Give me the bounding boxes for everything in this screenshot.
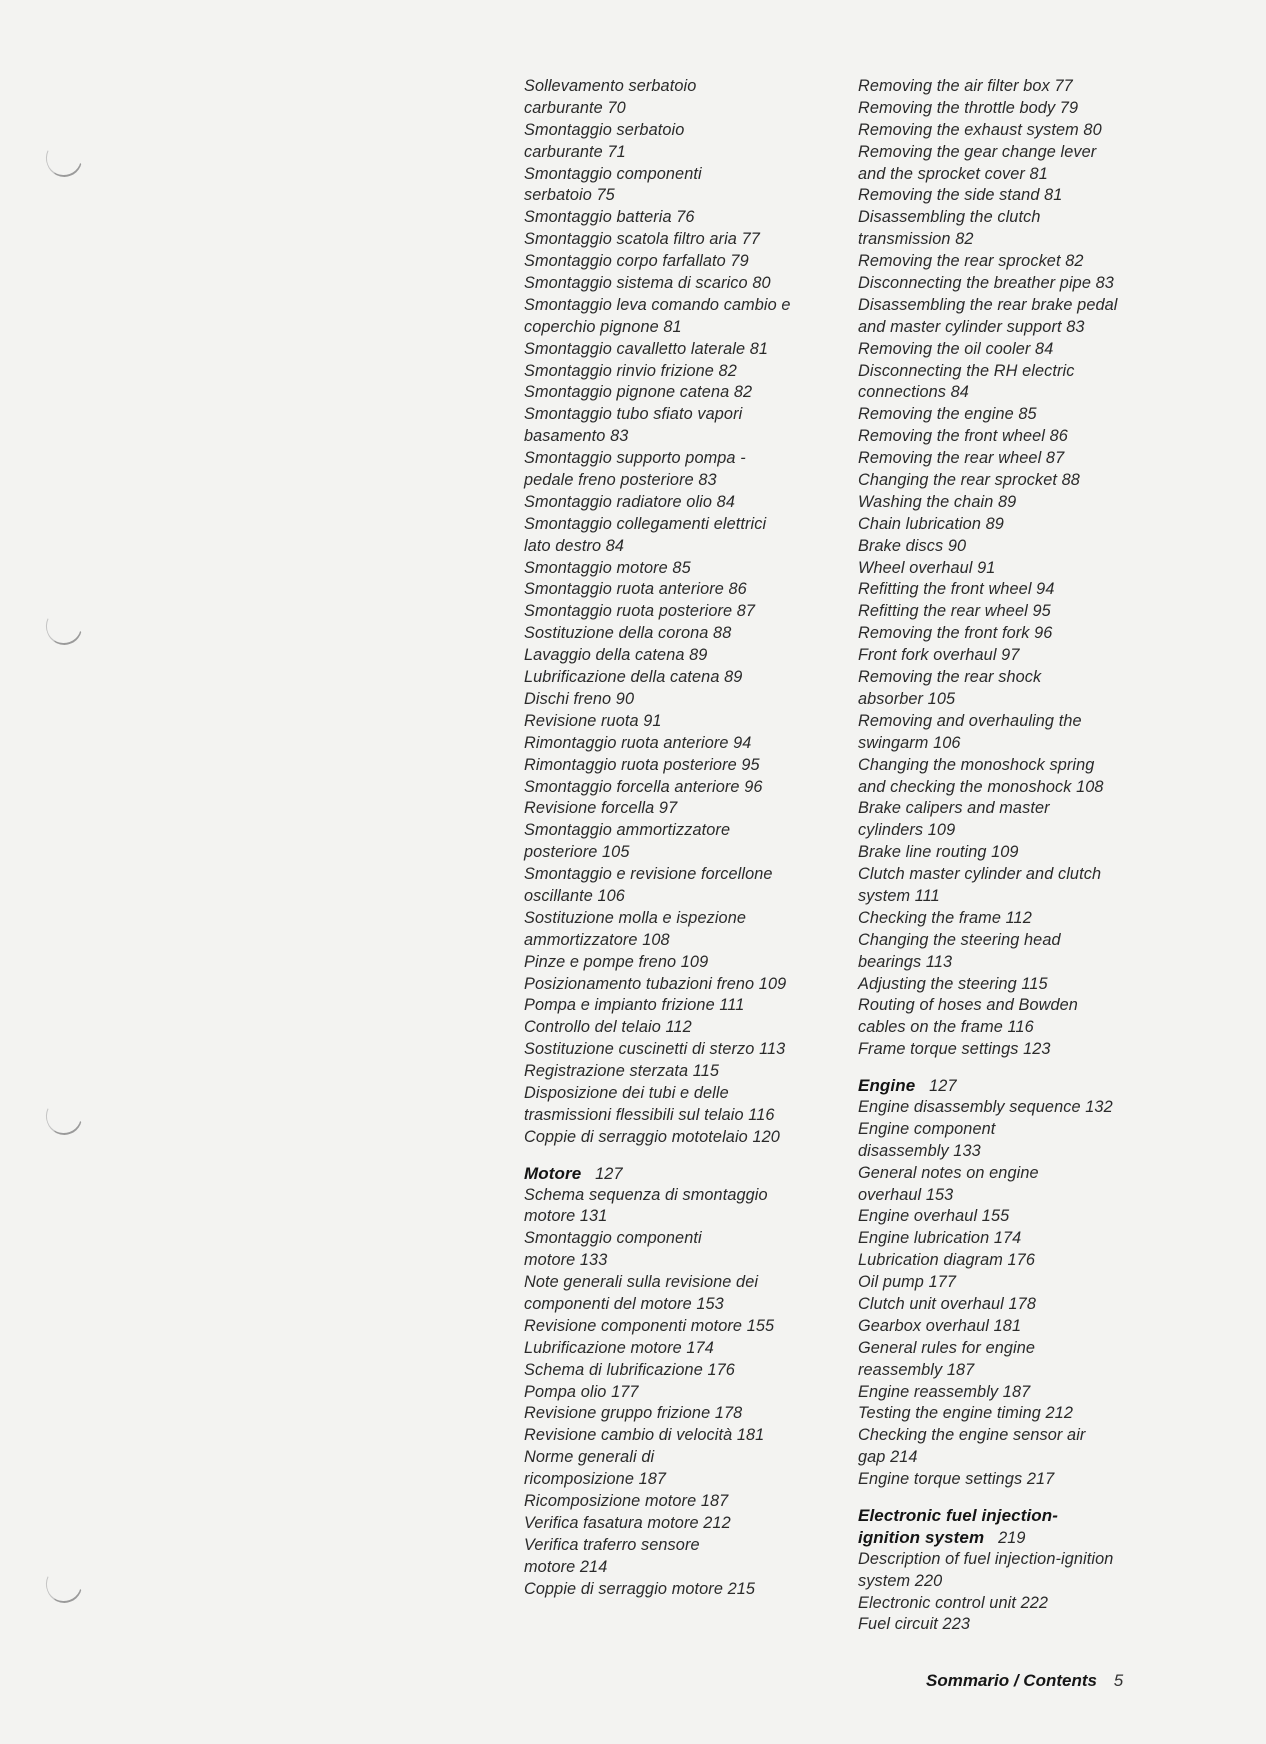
toc-entry: Pompa e impianto frizione 111 — [524, 996, 745, 1015]
toc-entry: General rules for engine — [858, 1338, 1036, 1357]
toc-entry: Schema sequenza di smontaggio — [524, 1185, 768, 1204]
toc-entry: swingarm 106 — [858, 733, 961, 752]
toc-entry: oscillante 106 — [524, 886, 625, 905]
toc-entry: Refitting the rear wheel 95 — [858, 602, 1051, 621]
toc-list-efi — [858, 1549, 1188, 1637]
toc-entry: trasmissioni flessibili sul telaio 116 — [524, 1105, 775, 1124]
toc-entry: Disposizione dei tubi e delle — [524, 1083, 729, 1102]
toc-entry: motore 131 — [524, 1207, 608, 1226]
section-heading-engine — [858, 1075, 1188, 1097]
toc-entry: Engine reassembly 187 — [858, 1382, 1031, 1401]
toc-entry: Checking the engine sensor air — [858, 1426, 1086, 1445]
toc-entry: lato destro 84 — [524, 536, 625, 555]
toc-entry: ammortizzatore 108 — [524, 930, 670, 949]
toc-entry: Pinze e pompe freno 109 — [524, 952, 709, 971]
section-title: Motore — [524, 1163, 582, 1183]
toc-entry: Controllo del telaio 112 — [524, 1018, 692, 1037]
toc-entry: Removing the rear wheel 87 — [858, 449, 1065, 468]
toc-entry: Norme generali di — [524, 1448, 655, 1467]
toc-entry: Rimontaggio ruota posteriore 95 — [524, 755, 760, 774]
toc-entry: Verifica fasatura motore 212 — [524, 1513, 731, 1532]
toc-entry: Revisione forcella 97 — [524, 799, 678, 818]
section-page: 127 — [595, 1164, 623, 1183]
toc-entry: and master cylinder support 83 — [858, 317, 1085, 336]
toc-entry: Ricomposizione motore 187 — [524, 1492, 729, 1510]
toc-entry: Chain lubrication 89 — [858, 514, 1004, 533]
toc-entry: Refitting the front wheel 94 — [858, 580, 1055, 599]
toc-entry: Engine lubrication 174 — [858, 1229, 1022, 1248]
toc-entry: Smontaggio leva comando cambio e — [524, 295, 791, 314]
toc-entry: and checking the monoshock 108 — [858, 777, 1104, 796]
toc-entry: Removing the gear change lever — [858, 142, 1097, 161]
toc-entry: Removing the oil cooler 84 — [858, 339, 1054, 358]
toc-entry: Electronic control unit 222 — [858, 1593, 1049, 1612]
punch-hole — [41, 135, 87, 182]
toc-entry: Smontaggio ruota posteriore 87 — [524, 602, 756, 621]
toc-entry: Rimontaggio ruota anteriore 94 — [524, 733, 752, 752]
toc-entry: Front fork overhaul 97 — [858, 646, 1020, 665]
toc-entry: Removing the rear shock — [858, 668, 1042, 687]
toc-entry: Dischi freno 90 — [524, 689, 635, 708]
toc-entry: General notes on engine — [858, 1163, 1039, 1182]
toc-column-english — [858, 76, 1188, 1636]
toc-entry: Washing the chain 89 — [858, 492, 1017, 511]
punch-hole — [41, 603, 87, 650]
toc-entry: Gearbox overhaul 181 — [858, 1316, 1022, 1335]
toc-entry: Brake line routing 109 — [858, 843, 1019, 862]
toc-entry: Sostituzione molla e ispezione — [524, 908, 747, 927]
toc-entry: absorber 105 — [858, 689, 956, 708]
toc-entry: serbatoio 75 — [524, 186, 615, 205]
toc-entry: Adjusting the steering 115 — [858, 974, 1048, 993]
toc-entry: Registrazione sterzata 115 — [524, 1062, 720, 1081]
toc-entry: posteriore 105 — [524, 843, 630, 862]
toc-entry: Revisione ruota 91 — [524, 711, 662, 730]
toc-entry: Verifica traferro sensore — [524, 1535, 700, 1554]
toc-entry: Smontaggio serbatoio — [524, 120, 685, 139]
toc-entry: Clutch unit overhaul 178 — [858, 1294, 1036, 1313]
toc-entry: Smontaggio sistema di scarico 80 — [524, 274, 771, 293]
toc-entry: Sollevamento serbatoio — [524, 77, 697, 95]
toc-entry: Schema di lubrificazione 176 — [524, 1360, 735, 1379]
toc-entry: Disassembling the clutch — [858, 208, 1041, 227]
toc-entry: Disconnecting the breather pipe 83 — [858, 274, 1114, 293]
section-page: 219 — [998, 1528, 1026, 1547]
toc-entry: ricomposizione 187 — [524, 1470, 667, 1489]
toc-entry: Smontaggio componenti — [524, 164, 702, 183]
toc-entry: Removing the air filter box 77 — [858, 77, 1073, 95]
toc-entry: Removing the front fork 96 — [858, 624, 1053, 643]
toc-entry: Removing the rear sprocket 82 — [858, 252, 1084, 271]
section-title: ignition system — [858, 1527, 985, 1547]
toc-list-motore — [524, 1185, 842, 1601]
toc-column-italian — [524, 76, 842, 1600]
toc-entry: Smontaggio radiatore olio 84 — [524, 492, 735, 511]
toc-entry: Posizionamento tubazioni freno 109 — [524, 974, 787, 993]
toc-entry: Removing and overhauling the — [858, 711, 1082, 730]
toc-entry: Brake discs 90 — [858, 536, 967, 555]
toc-entry: Removing the engine 85 — [858, 405, 1037, 424]
toc-entry: Lubrificazione motore 174 — [524, 1338, 714, 1357]
toc-entry: Revisione gruppo frizione 178 — [524, 1404, 743, 1423]
toc-entry: Smontaggio cavalletto laterale 81 — [524, 339, 769, 358]
toc-entry: Changing the rear sprocket 88 — [858, 471, 1080, 490]
toc-entry: reassembly 187 — [858, 1360, 975, 1379]
toc-entry: system 220 — [858, 1571, 943, 1590]
toc-list-italian — [524, 76, 842, 1149]
punch-hole — [41, 1093, 87, 1140]
toc-entry: Smontaggio componenti — [524, 1229, 702, 1248]
toc-entry: Engine torque settings 217 — [858, 1470, 1055, 1489]
toc-entry: componenti del motore 153 — [524, 1294, 724, 1313]
toc-entry: Revisione componenti motore 155 — [524, 1316, 775, 1335]
toc-entry: Removing the side stand 81 — [858, 186, 1063, 205]
toc-entry: Smontaggio supporto pompa - — [524, 449, 746, 468]
toc-entry: transmission 82 — [858, 230, 974, 249]
toc-entry: bearings 113 — [858, 952, 953, 971]
toc-entry: Smontaggio forcella anteriore 96 — [524, 777, 763, 796]
toc-list-english — [858, 76, 1188, 1061]
toc-entry: Oil pump 177 — [858, 1273, 957, 1292]
toc-entry: Clutch master cylinder and clutch — [858, 865, 1102, 884]
toc-entry: Changing the steering head — [858, 930, 1061, 949]
toc-entry: Removing the throttle body 79 — [858, 98, 1079, 117]
toc-entry: carburante 71 — [524, 142, 626, 161]
toc-entry: Description of fuel injection-ignition — [858, 1549, 1114, 1568]
toc-entry: Smontaggio collegamenti elettrici — [524, 514, 767, 533]
toc-entry: Coppie di serraggio mototelaio 120 — [524, 1127, 780, 1146]
toc-entry: connections 84 — [858, 383, 969, 402]
toc-entry: Engine disassembly sequence 132 — [858, 1097, 1113, 1116]
toc-entry: Wheel overhaul 91 — [858, 558, 996, 577]
toc-entry: cylinders 109 — [858, 821, 956, 840]
section-heading-motore — [524, 1163, 842, 1185]
toc-entry: Smontaggio ammortizzatore — [524, 821, 731, 840]
toc-entry: Disconnecting the RH electric — [858, 361, 1075, 380]
toc-entry: overhaul 153 — [858, 1185, 954, 1204]
punch-hole — [41, 1561, 87, 1608]
section-heading-efi — [858, 1505, 1188, 1527]
toc-entry: Frame torque settings 123 — [858, 1040, 1051, 1059]
toc-entry: Smontaggio tubo sfiato vapori — [524, 405, 743, 424]
toc-entry: Routing of hoses and Bowden — [858, 996, 1078, 1015]
toc-entry: Lubrication diagram 176 — [858, 1251, 1035, 1270]
toc-entry: Smontaggio ruota anteriore 86 — [524, 580, 747, 599]
toc-entry: Smontaggio batteria 76 — [524, 208, 695, 227]
toc-entry: and the sprocket cover 81 — [858, 164, 1048, 183]
toc-entry: Revisione cambio di velocità 181 — [524, 1426, 765, 1445]
toc-entry: Coppie di serraggio motore 215 — [524, 1579, 756, 1598]
toc-entry: Note generali sulla revisione dei — [524, 1273, 759, 1292]
toc-entry: disassembly 133 — [858, 1141, 981, 1160]
toc-entry: Smontaggio rinvio frizione 82 — [524, 361, 737, 380]
toc-entry: cables on the frame 116 — [858, 1018, 1034, 1037]
footer-title: Sommario / Contents — [926, 1671, 1097, 1690]
toc-entry: Testing the engine timing 212 — [858, 1404, 1074, 1423]
toc-entry: motore 214 — [524, 1557, 608, 1576]
toc-entry: Smontaggio pignone catena 82 — [524, 383, 753, 402]
page-number: 5 — [1113, 1671, 1124, 1690]
toc-entry: carburante 70 — [524, 98, 626, 117]
toc-list-engine — [858, 1097, 1188, 1491]
section-heading-efi-cont — [858, 1527, 1188, 1549]
toc-entry: Sostituzione cuscinetti di sterzo 113 — [524, 1040, 786, 1059]
toc-entry: Checking the frame 112 — [858, 908, 1032, 927]
toc-entry: Pompa olio 177 — [524, 1382, 639, 1401]
toc-entry: Lavaggio della catena 89 — [524, 646, 708, 665]
toc-entry: Removing the exhaust system 80 — [858, 120, 1102, 139]
toc-entry: coperchio pignone 81 — [524, 317, 682, 336]
toc-entry: Smontaggio corpo farfallato 79 — [524, 252, 749, 271]
toc-entry: Changing the monoshock spring — [858, 755, 1095, 774]
toc-entry: basamento 83 — [524, 427, 629, 446]
toc-entry: pedale freno posteriore 83 — [524, 471, 717, 490]
section-title: Electronic fuel injection- — [858, 1506, 1059, 1525]
toc-entry: gap 214 — [858, 1448, 918, 1467]
toc-entry: Lubrificazione della catena 89 — [524, 668, 743, 687]
toc-entry: Smontaggio e revisione forcellone — [524, 865, 773, 884]
toc-entry: Engine component — [858, 1119, 996, 1138]
section-title: Engine — [858, 1076, 916, 1096]
toc-entry: Brake calipers and master — [858, 799, 1050, 818]
toc-entry: Disassembling the rear brake pedal — [858, 295, 1118, 314]
toc-entry: Engine overhaul 155 — [858, 1207, 1010, 1226]
toc-entry: system 111 — [858, 886, 940, 905]
section-page: 127 — [929, 1077, 957, 1096]
toc-entry: Fuel circuit 223 — [858, 1615, 970, 1634]
toc-entry: Smontaggio motore 85 — [524, 558, 691, 577]
page-footer — [926, 1671, 1123, 1691]
toc-entry: Removing the front wheel 86 — [858, 427, 1068, 446]
toc-entry: Sostituzione della corona 88 — [524, 624, 732, 643]
toc-entry: motore 133 — [524, 1251, 608, 1270]
toc-entry: Smontaggio scatola filtro aria 77 — [524, 230, 760, 249]
